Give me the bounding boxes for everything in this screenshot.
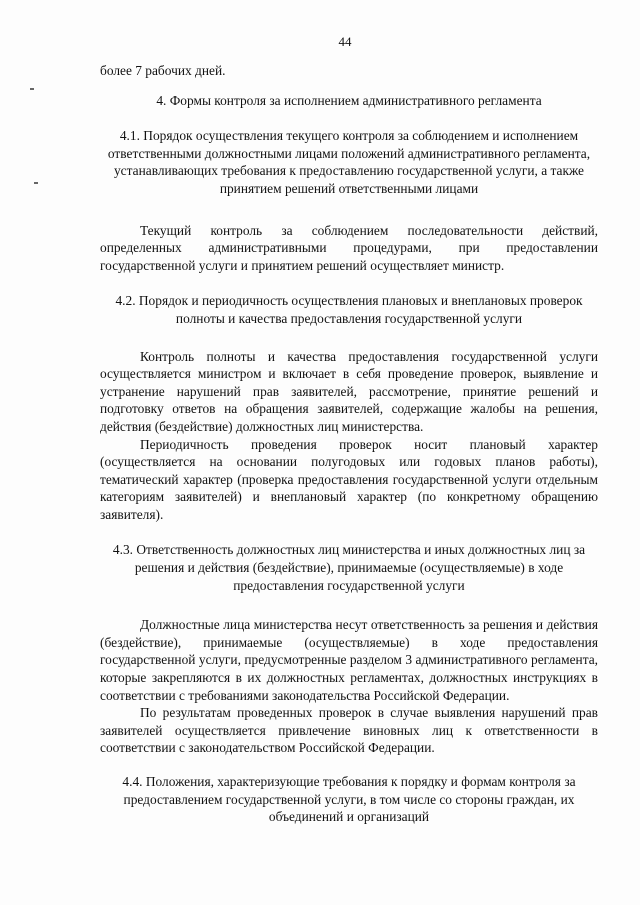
subsection-heading-4-2: 4.2. Порядок и периодичность осуществления плановых и внеплановых проверок полноты и качества предоставления государственной услуги [115, 293, 583, 326]
paragraph-current-control: Текущий контроль за соблюдением последовательности действий, определенных административными процедурами, при предоставлении государственной услуги и принятием решений осуществляет министр. [100, 222, 598, 273]
scan-mark [30, 88, 34, 90]
subsection-heading-4-4: 4.4. Положения, характеризующие требования к порядку и формам контроля за предоставлением государственной услуги, в том числе со стороны граждан, их объединений и организаций [122, 774, 576, 825]
section-title: 4. Формы контроля за исполнением административного регламента [156, 92, 542, 108]
paragraph-inspection-frequency: Периодичность проведения проверок носит плановый характер (осуществляется на основании полугодовых или годовых планов работы), тематический характер (проверка предоставления государственной услуги отдельным категориям заявителей) и внеплановый характер (по конкретному обращению заявителя). [100, 436, 598, 522]
subsection-heading-4-1: 4.1. Порядок осуществления текущего контроля за соблюдением и исполнением ответственными должностными лицами положений административного регламента, устанавливающих требования к предоставлению государственной услуги, а также принятием решений ответственными лицами [107, 128, 591, 196]
paragraph-official-responsibility: Должностные лица министерства несут ответственность за решения и действия (бездействие), принимаемые (осуществляемые) в ходе предоставления государственной услуги, предусмотренные разделом 3 административного регламента, которые закрепляются в их должностных регламентах, должностных инструкциях в соответствии с требованиями законодательства Российской Федерации. [100, 617, 598, 703]
document-body [100, 62, 598, 826]
continuation-text: более 7 рабочих дней. [100, 63, 226, 78]
paragraph-quality-control: Контроль полноты и качества предоставления государственной услуги осуществляется министром и включает в себя проведение проверок, выявление и устранение нарушений прав заявителей, рассмотрение, принятие решений и подготовку ответов на обращения заявителей, содержащие жалобы на решения, действия (бездействие) должностных лиц министерства. [100, 348, 598, 434]
scan-mark [34, 182, 38, 184]
subsection-heading-4-3: 4.3. Ответственность должностных лиц министерства и иных должностных лиц за решения и действия (бездействие), принимаемые (осуществляемые) в ходе предоставления государственной услуги [112, 542, 586, 593]
page-number: 44 [338, 34, 352, 49]
paragraph-violation-results: По результатам проведенных проверок в случае выявления нарушений прав заявителей осуществляется привлечение виновных лиц к ответственности в соответствии с законодательством Российской Федерации. [100, 705, 598, 756]
